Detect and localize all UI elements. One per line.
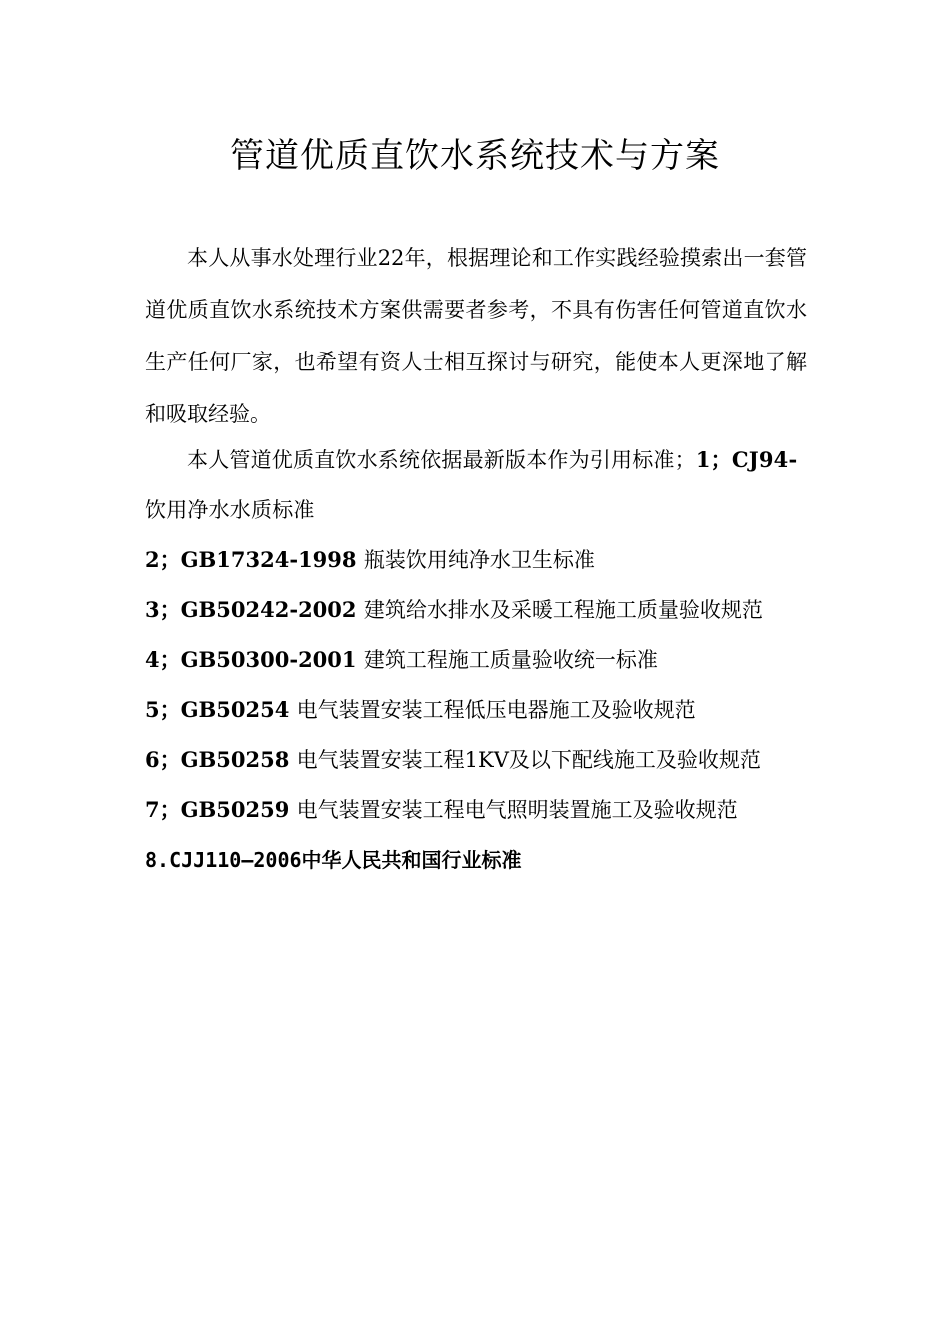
standard-1-code: 1；CJ94- bbox=[695, 447, 798, 472]
standard-1-name: 饮用净水水质标准 bbox=[145, 498, 315, 522]
standard-item bbox=[145, 535, 807, 585]
standard-2-code: 2；GB17324-1998 bbox=[145, 547, 357, 572]
document-title: 管道优质直饮水系统技术与方案 bbox=[230, 136, 720, 176]
standard-8-name: 中华人民共和国行业标准 bbox=[301, 848, 522, 872]
standard-6-code: 6；GB50258 bbox=[145, 747, 290, 772]
standard-item bbox=[145, 835, 807, 885]
intro-paragraph: 本人从事水处理行业22年，根据理论和工作实践经验摸索出一套管道优质直饮水系统技术方案供需要者参考，不具有伤害任何管道直饮水生产任何厂家，也希望有资人士相互探讨与研究，能使本人更深地了解和吸取经验。 bbox=[145, 246, 807, 426]
standards-intro-text: 本人管道优质直饮水系统依据最新版本作为引用标准； bbox=[187, 448, 696, 472]
standard-3-code: 3；GB50242-2002 bbox=[145, 597, 357, 622]
standard-5-name: 电气装置安装工程低压电器施工及验收规范 bbox=[296, 698, 696, 722]
standard-7-code: 7；GB50259 bbox=[145, 797, 290, 822]
standard-item bbox=[145, 685, 807, 735]
standard-item bbox=[145, 785, 807, 835]
standard-item bbox=[145, 635, 807, 685]
standard-4-code: 4；GB50300-2001 bbox=[145, 647, 357, 672]
standard-6-name: 电气装置安装工程1KV及以下配线施工及验收规范 bbox=[296, 748, 761, 772]
standard-item bbox=[145, 735, 807, 785]
standard-5-code: 5；GB50254 bbox=[145, 697, 290, 722]
document-body bbox=[145, 232, 807, 885]
standard-item bbox=[145, 585, 807, 635]
standard-7-name: 电气装置安装工程电气照明装置施工及验收规范 bbox=[296, 798, 738, 822]
standard-8-code: 8.CJJ110—2006 bbox=[145, 848, 302, 872]
standards-intro-paragraph bbox=[145, 435, 807, 535]
standard-2-name: 瓶装饮用纯净水卫生标准 bbox=[363, 548, 595, 572]
standard-4-name: 建筑工程施工质量验收统一标准 bbox=[363, 648, 658, 672]
standard-3-name: 建筑给水排水及采暖工程施工质量验收规范 bbox=[363, 598, 763, 622]
